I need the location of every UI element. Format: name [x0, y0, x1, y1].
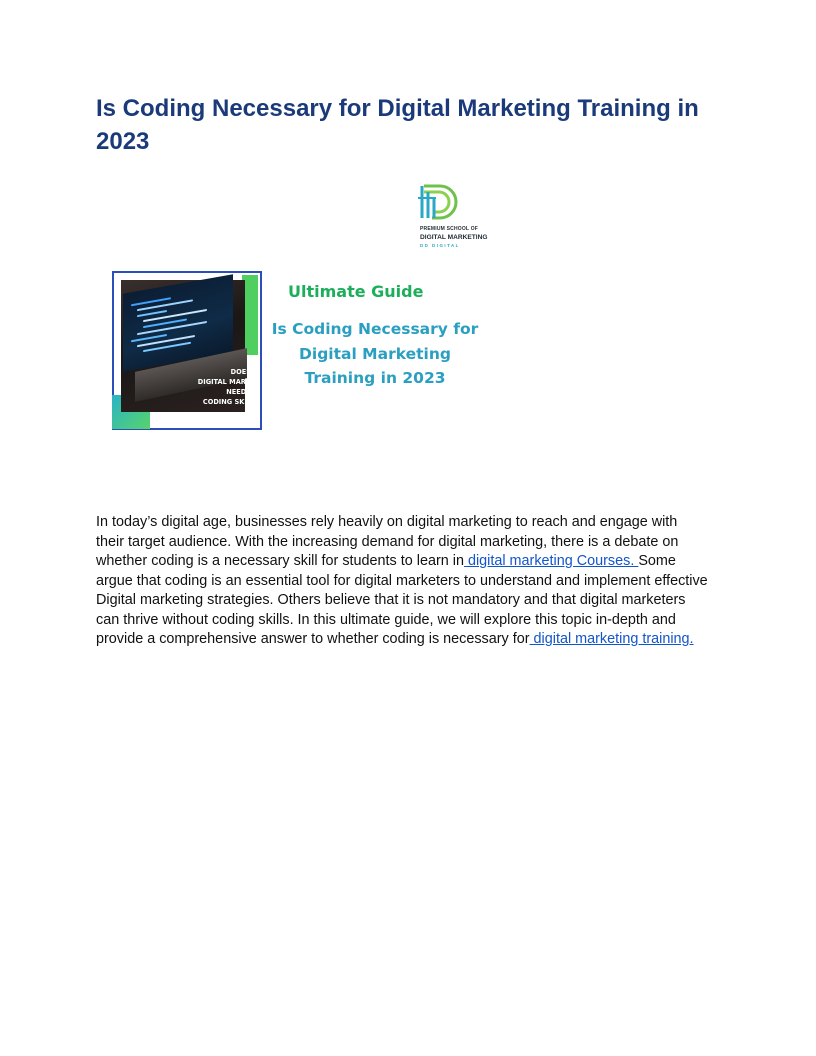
logo-line-2: DIGITAL MARKETING [420, 234, 488, 241]
banner-subtitle [270, 317, 480, 391]
digital-marketing-courses-link[interactable]: digital marketing Courses. [463, 553, 639, 569]
paragraph-line: their target audience. With the increasing demand for digital marketing, there is a debate on [96, 533, 679, 550]
logo-line-3: DD DIGITAL [420, 243, 460, 248]
banner-subtitle-line: Digital Marketing [299, 344, 451, 363]
paragraph-text: provide a comprehensive answer to whether coding is necessary for [96, 631, 530, 647]
school-logo [414, 178, 498, 252]
logo-line-1: PREMIUM SCHOOL OF [420, 226, 479, 232]
intro-paragraph [96, 513, 736, 650]
paragraph-text: Some [638, 553, 676, 569]
laptop-photo [121, 280, 251, 412]
digital-marketing-training-link[interactable]: digital marketing training. [529, 631, 694, 647]
banner-heading: Ultimate Guide [288, 282, 424, 301]
overlay-line: CODING SKIL [202, 398, 251, 406]
document-title: Is Coding Necessary for Digital Marketing Training in 2023 [96, 95, 699, 155]
paragraph-line [96, 630, 736, 650]
overlay-line: DOES [230, 368, 251, 376]
paragraph-line: argue that coding is an essential tool for digital marketers to understand and implement effective [96, 572, 708, 589]
paragraph-line [96, 552, 736, 572]
paragraph-line: Digital marketing strategies. Others believe that it is not mandatory and that digital marketers [96, 592, 686, 608]
overlay-line: NEEDS [226, 388, 251, 396]
paragraph-text: whether coding is a necessary skill for students to learn in [96, 553, 464, 569]
overlay-line: DIGITAL MARK [197, 378, 251, 386]
dd-logo-icon [414, 178, 498, 224]
paragraph-line: In today’s digital age, businesses rely heavily on digital marketing to reach and engage with [96, 514, 678, 530]
paragraph-line: can thrive without coding skills. In this ultimate guide, we will explore this topic in-depth and [96, 611, 676, 628]
banner-subtitle-line: Training in 2023 [304, 369, 446, 387]
guide-banner-image [110, 268, 500, 432]
banner-overlay-text [195, 367, 251, 407]
banner-subtitle-line: Is Coding Necessary for [271, 320, 479, 338]
